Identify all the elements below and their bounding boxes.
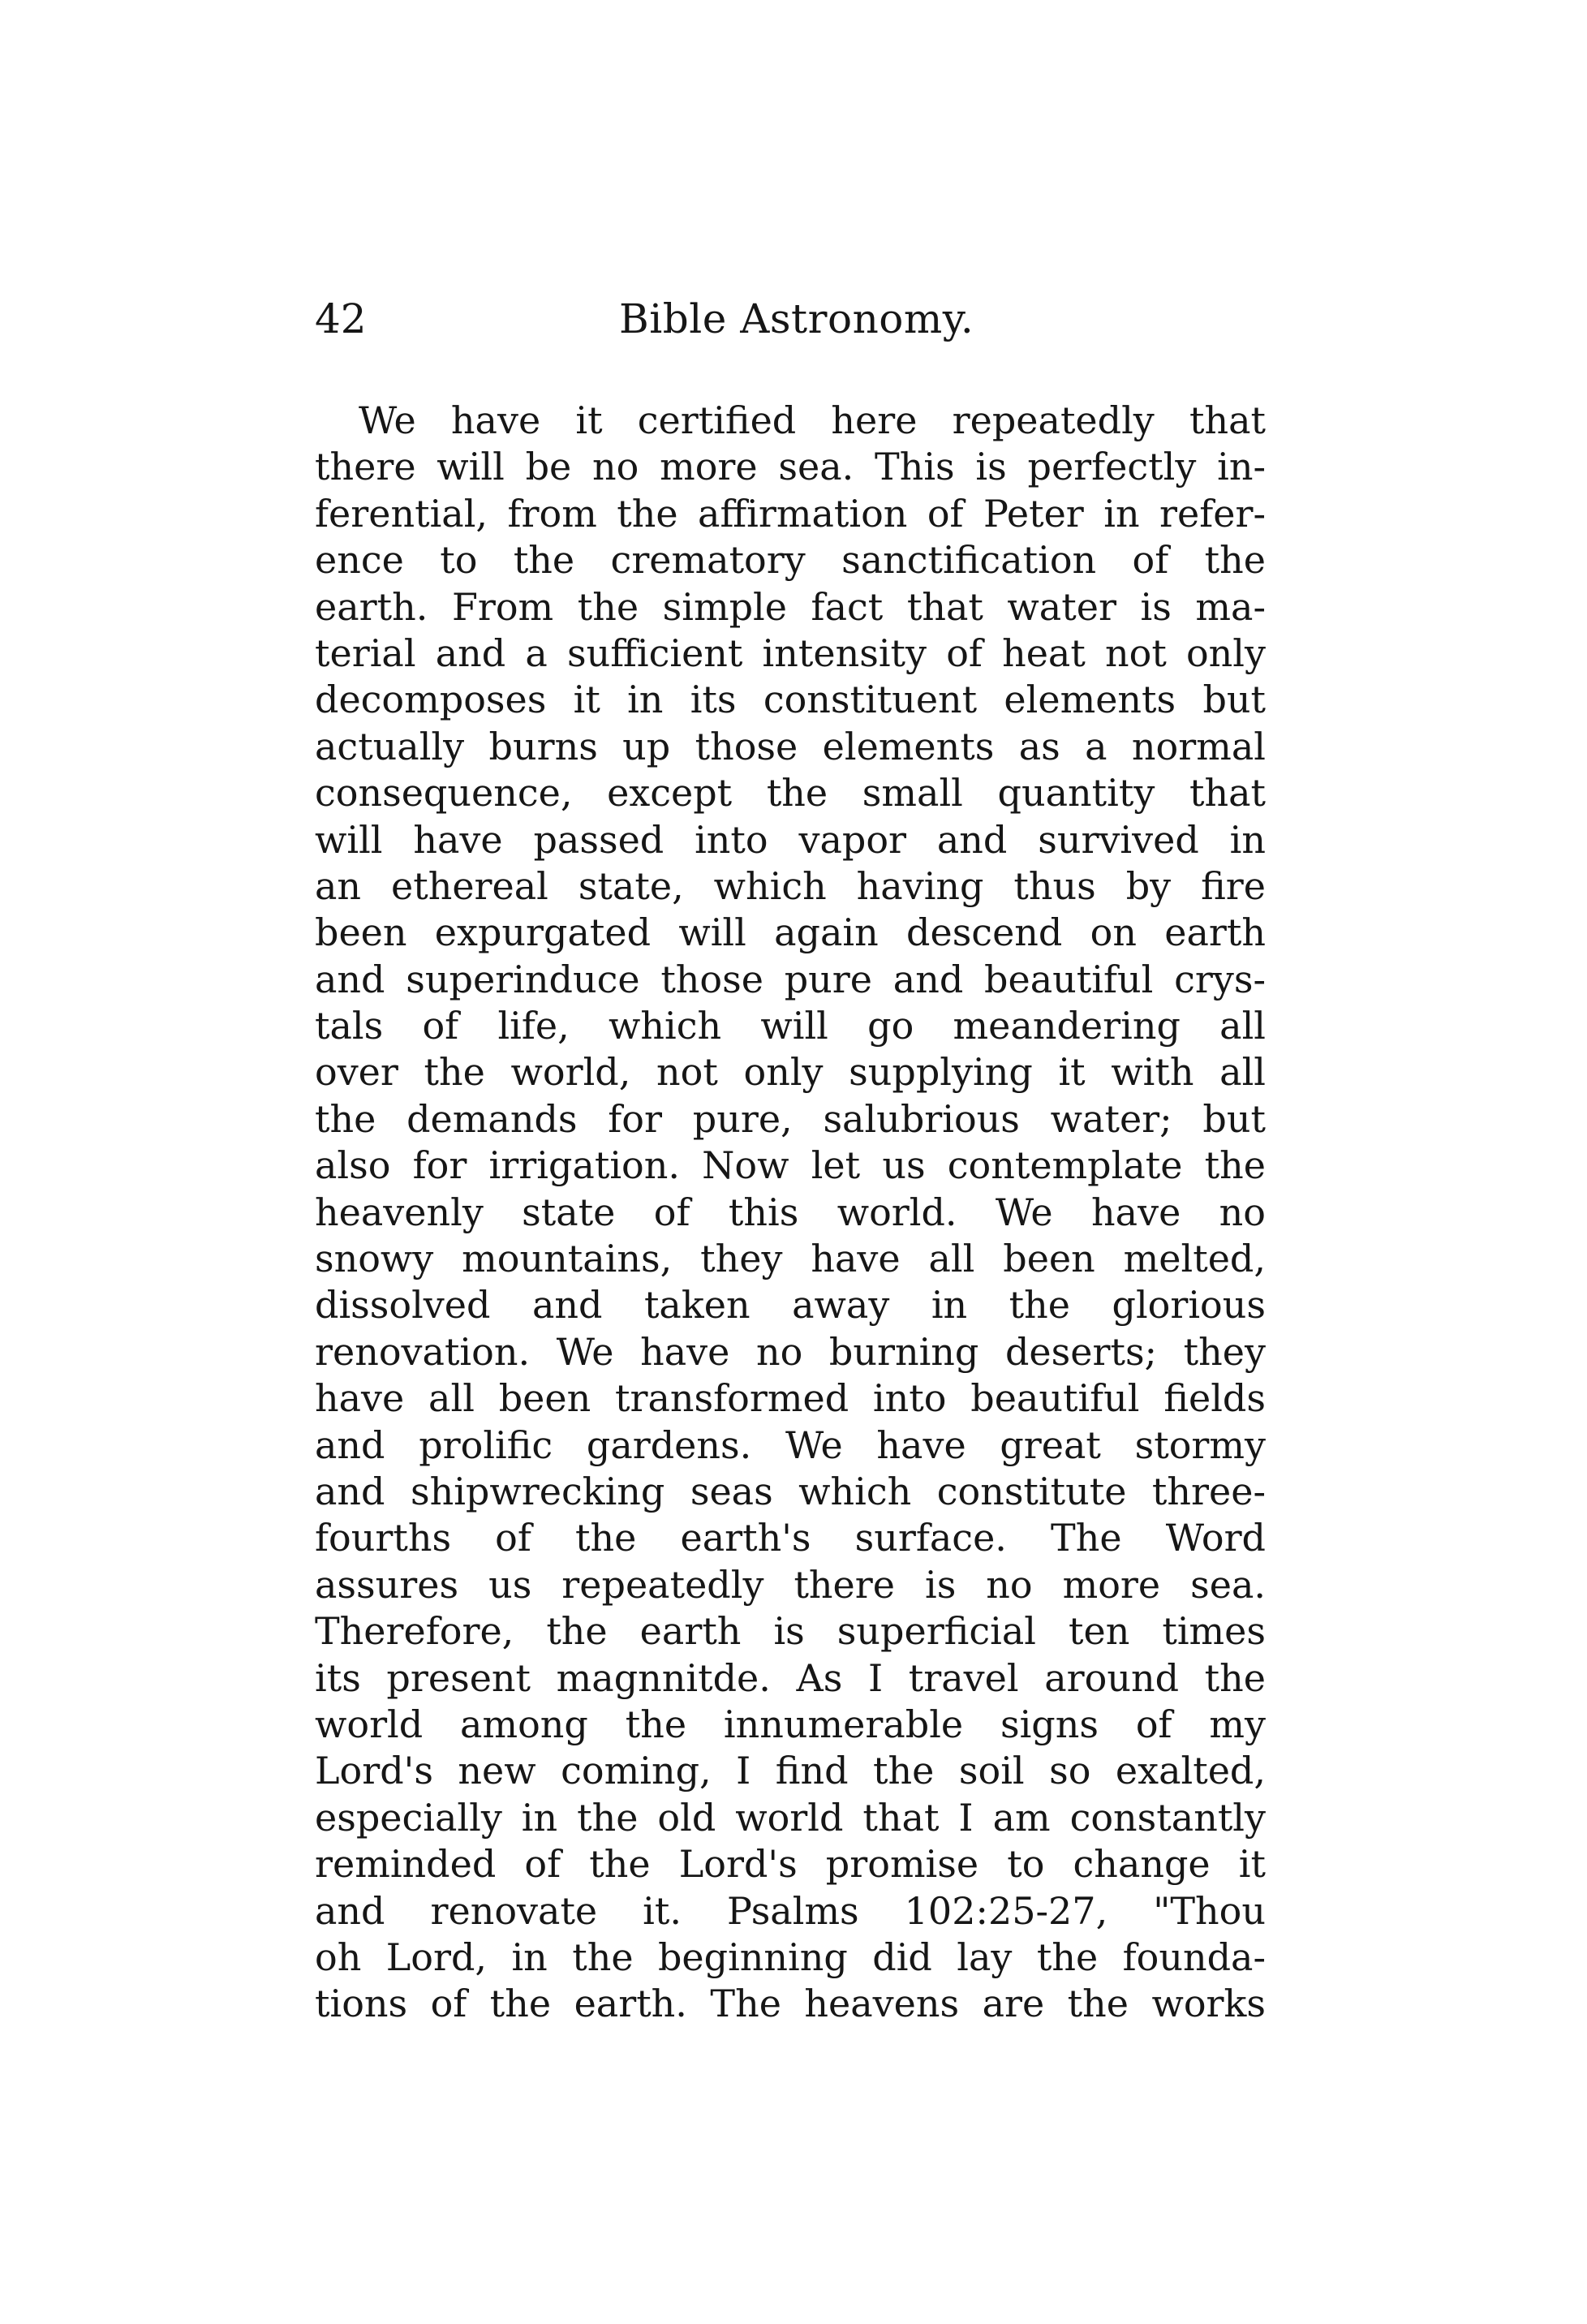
text-line: Therefore, the earth is superficial ten times [315,1609,1266,1654]
text-line: also for irrigation. Now let us contemplate the [315,1143,1266,1188]
text-line: have all been transformed into beautiful fields [315,1376,1266,1421]
body-paragraph [315,398,1266,2028]
text-line: renovation. We have no burning deserts; they [315,1329,1266,1374]
text-line: dissolved and taken away in the glorious [315,1283,1266,1328]
text-line: and superinduce those pure and beautiful crys- [315,957,1266,1001]
text-line: earth. From the simple fact that water is ma- [315,584,1266,629]
text-line: there will be no more sea. This is perfectly in- [315,445,1266,489]
page-number: 42 [315,295,367,342]
running-title: Bible Astronomy. [619,295,974,342]
text-line: consequence, except the small quantity that [315,771,1266,816]
text-line: assures us repeatedly there is no more sea. [315,1562,1266,1607]
page-header [315,290,1272,347]
text-line: will have passed into vapor and survived in [315,817,1266,862]
text-line: reminded of the Lord's promise to change it [315,1842,1266,1887]
text-line: oh Lord, in the beginning did lay the founda- [315,1935,1266,1979]
text-line: Lord's new coming, I find the soil so exalted, [315,1749,1266,1793]
text-line: an ethereal state, which having thus by fire [315,863,1266,908]
text-line: and prolific gardens. We have great stormy [315,1422,1266,1467]
text-line: the demands for pure, salubrious water; but [315,1096,1266,1141]
text-line: ferential, from the affirmation of Peter in refer- [315,491,1266,536]
text-line: and renovate it. Psalms 102:25-27, "Thou [315,1888,1266,1933]
text-line: fourths of the earth's surface. The Word [315,1516,1266,1560]
text-line: over the world, not only supplying it with all [315,1050,1266,1095]
text-line: been expurgated will again descend on earth [315,910,1266,955]
text-line: snowy mountains, they have all been melted, [315,1237,1266,1281]
text-line: decomposes it in its constituent elements but [315,678,1266,722]
text-line: ence to the crematory sanctification of the [315,538,1266,583]
text-line: terial and a sufficient intensity of heat not only [315,630,1266,675]
text-line: heavenly state of this world. We have no [315,1190,1266,1234]
text-line: its present magnnitde. As I travel around the [315,1655,1266,1700]
text-line: We have it certified here repeatedly that [359,398,1266,442]
text-line: tals of life, which will go meandering all [315,1004,1266,1048]
text-line: especially in the old world that I am constantly [315,1795,1266,1840]
text-line: tions of the earth. The heavens are the works [315,1982,1266,2026]
text-line: world among the innumerable signs of my [315,1702,1266,1746]
text-line: and shipwrecking seas which constitute three- [315,1469,1266,1513]
text-line: actually burns up those elements as a normal [315,724,1266,768]
